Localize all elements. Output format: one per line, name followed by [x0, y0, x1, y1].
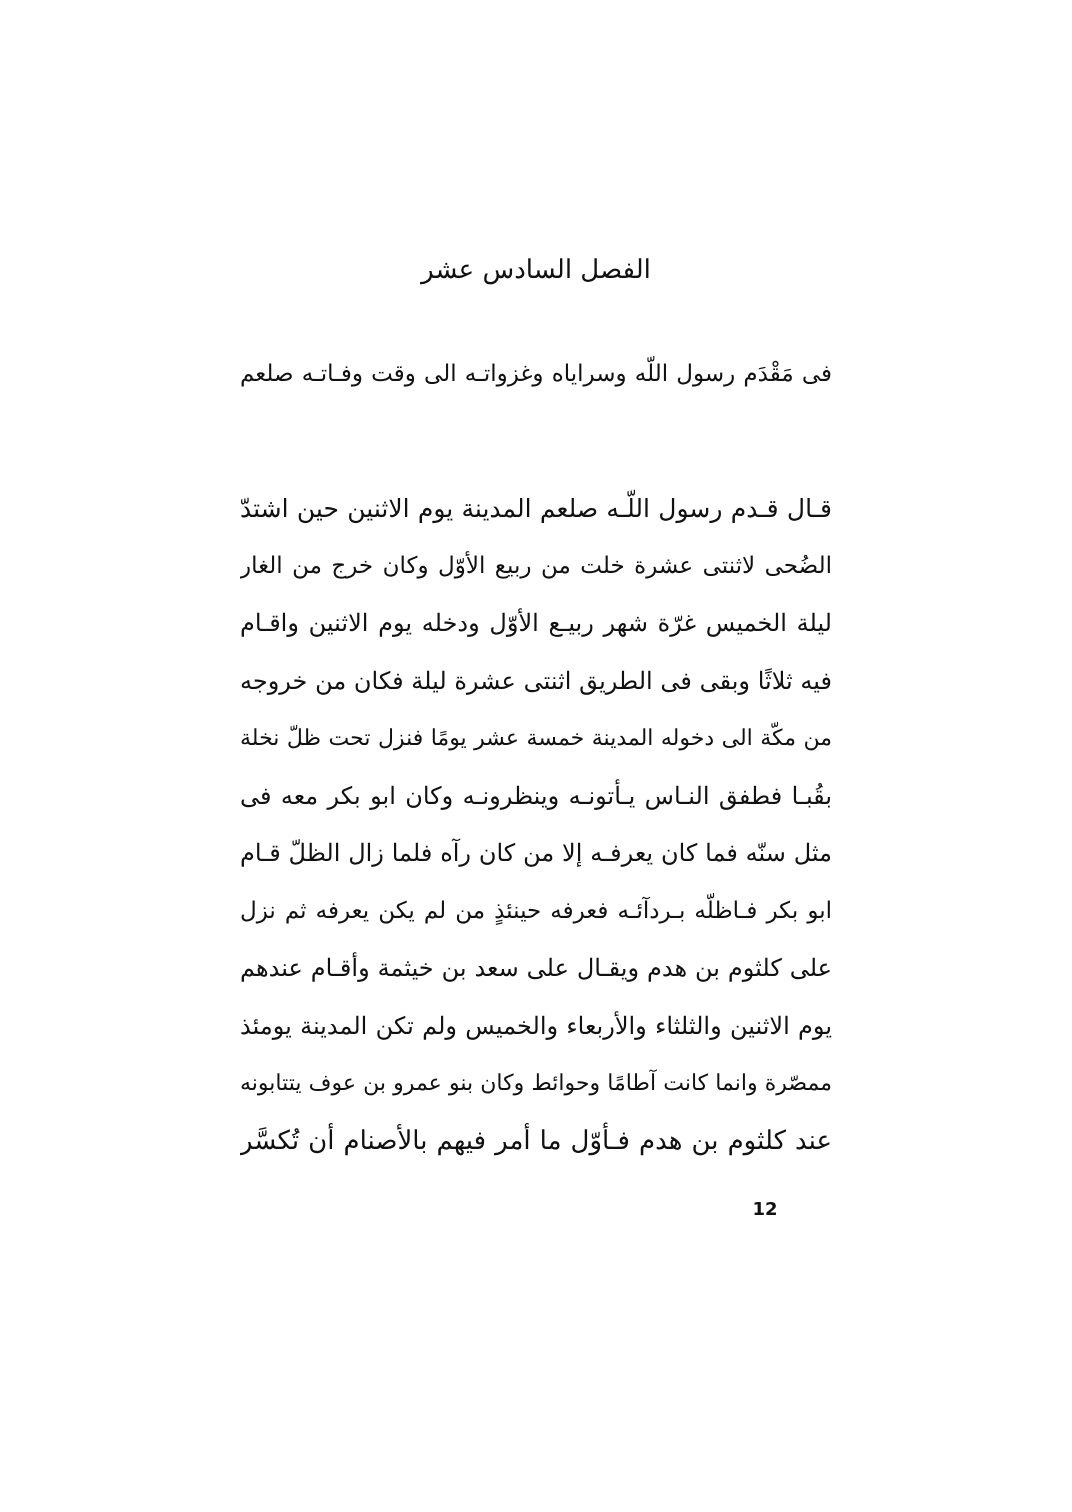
text-line: فيه ثلاثًا وبقى فى الطريق اثنتى عشرة ليلة فكان من خروجه: [240, 666, 832, 695]
text-line: بقُبـا فطفق النـاس يـأتونـه وينظرونـه وكان ابو بكر معه فى: [240, 781, 832, 810]
page-number: 12: [752, 1199, 778, 1220]
text-line: يوم الاثنين والثلثاء والأربعاء والخميس ولم تكن المدينة يومئذ: [240, 1011, 832, 1040]
chapter-subtitle: فى مَقْدَم رسول اللّه وسراياه وغزواتـه الى وقت وفـاتـه صلعم: [240, 361, 832, 387]
chapter-title: الفصل السادس عشر: [421, 255, 651, 285]
body-text: [240, 480, 832, 1170]
text-line: عند كلثوم بن هدم فـأوّل ما أمر فيهم بالأصنام أن تُكسَّر: [240, 1125, 832, 1156]
text-line: من مكّة الى دخوله المدينة خمسة عشر يومًا فنزل تحت ظلّ نخلة: [240, 726, 832, 751]
text-line: على كلثوم بن هدم ويقـال على سعد بن خيثمة وأقـام عندهم: [240, 954, 832, 982]
text-line: ليلة الخميس غرّة شهر ربيـع الأوّل ودخله يوم الاثنين واقـام: [240, 609, 832, 637]
text-line: ابو بكر فـاظلّه بـردآئـه فعرفه حينئذٍ من لم يكن يعرفه ثم نزل: [240, 897, 832, 924]
text-line: قـال قـدم رسول اللّـه صلعم المدينة يوم الاثنين حين اشتدّ: [240, 494, 832, 523]
text-line: ممصّرة وانما كانت آطامًا وحوائط وكان بنو عمرو بن عوف يتتابونه: [240, 1071, 832, 1096]
text-line: مثل سنّه فما كان يعرفـه إلا من كان رآه فلما زال الظلّ قـام: [240, 839, 832, 867]
text-line: الضُحى لاثنتى عشرة خلت من ربيع الأوّل وكان خرج من الغار: [240, 552, 832, 579]
